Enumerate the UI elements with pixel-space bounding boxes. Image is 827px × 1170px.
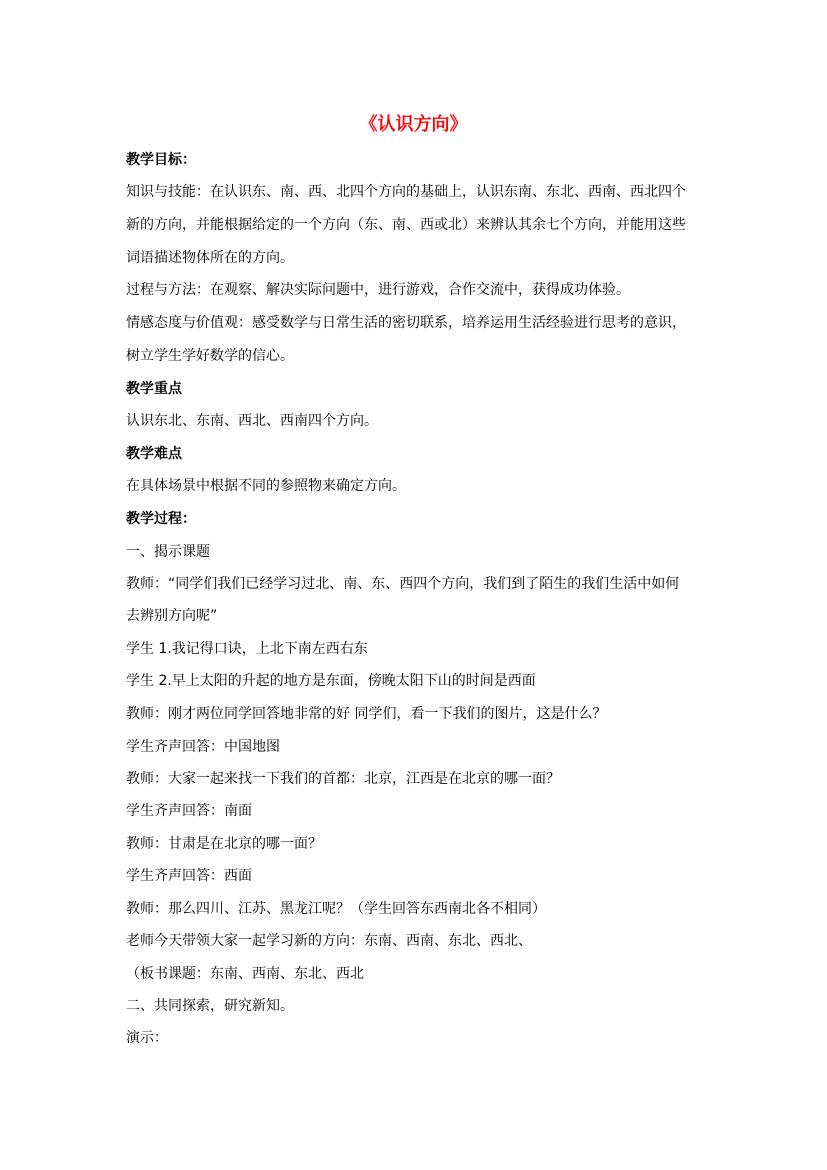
- teacher-question-1-line-1: 教师：“同学们我们已经学习过北、南、东、西四个方向，我们到了陌生的我们生活中如何: [126, 576, 680, 592]
- emotion-line-1: 情感态度与价值观：感受数学与日常生活的密切联系，培养运用生活经验进行思考的意识，: [126, 315, 686, 331]
- difficulty-text: 在具体场景中根据不同的参照物来确定方向。: [126, 478, 406, 494]
- heading-key-points: 教学重点: [126, 381, 182, 397]
- knowledge-line-2: 新的方向，并能根据给定的一个方向（东、南、西或北）来辨认其余七个方向，并能用这些: [126, 217, 686, 233]
- knowledge-line-1: 知识与技能：在认识东、南、西、北四个方向的基础上，认识东南、东北、西南、西北四个: [126, 184, 686, 200]
- heading-process: 教学过程：: [126, 511, 196, 527]
- chorus-answer-2: 学生齐声回答：南面: [126, 803, 252, 819]
- key-points-text: 认识东北、东南、西北、西南四个方向。: [126, 413, 378, 429]
- teacher-question-1-line-2: 去辨别方向呢”: [126, 608, 218, 624]
- heading-objectives: 教学目标：: [126, 152, 196, 168]
- board-note: （板书课题：东南、西南、东北、西北: [126, 966, 364, 982]
- knowledge-line-3: 词语描述物体所在的方向。: [126, 250, 294, 266]
- document-title: 《认识方向》: [359, 114, 468, 135]
- section-1-heading: 一、揭示课题: [126, 544, 210, 560]
- teacher-line-2: 教师：刚才两位同学回答地非常的好 同学们，看一下我们的图片，这是什么？: [126, 706, 607, 722]
- teacher-line-4: 教师：甘肃是在北京的哪一面？: [126, 836, 322, 852]
- chorus-answer-1: 学生齐声回答：中国地图: [126, 739, 280, 755]
- student-1-answer: 学生 1.我记得口诀，上北下南左西右东: [126, 641, 368, 657]
- teacher-line-6: 老师今天带领大家一起学习新的方向：东南、西南、东北、西北、: [126, 933, 532, 949]
- process-method-line: 过程与方法：在观察、解决实际问题中，进行游戏，合作交流中，获得成功体验。: [126, 282, 630, 298]
- chorus-answer-3: 学生齐声回答：西面: [126, 868, 252, 884]
- heading-difficulty: 教学难点: [126, 446, 182, 462]
- section-2-heading: 二、共同探索，研究新知。: [126, 998, 294, 1014]
- student-2-answer: 学生 2.早上太阳的升起的地方是东面，傍晚太阳下山的时间是西面: [126, 673, 536, 689]
- demo-label: 演示：: [126, 1030, 168, 1046]
- teacher-line-3: 教师：大家一起来找一下我们的首都：北京，江西是在北京的哪一面？: [126, 771, 560, 787]
- emotion-line-2: 树立学生学好数学的信心。: [126, 348, 294, 364]
- teacher-line-5: 教师：那么四川、江苏、黑龙江呢？（学生回答东西南北各不相同）: [126, 901, 546, 917]
